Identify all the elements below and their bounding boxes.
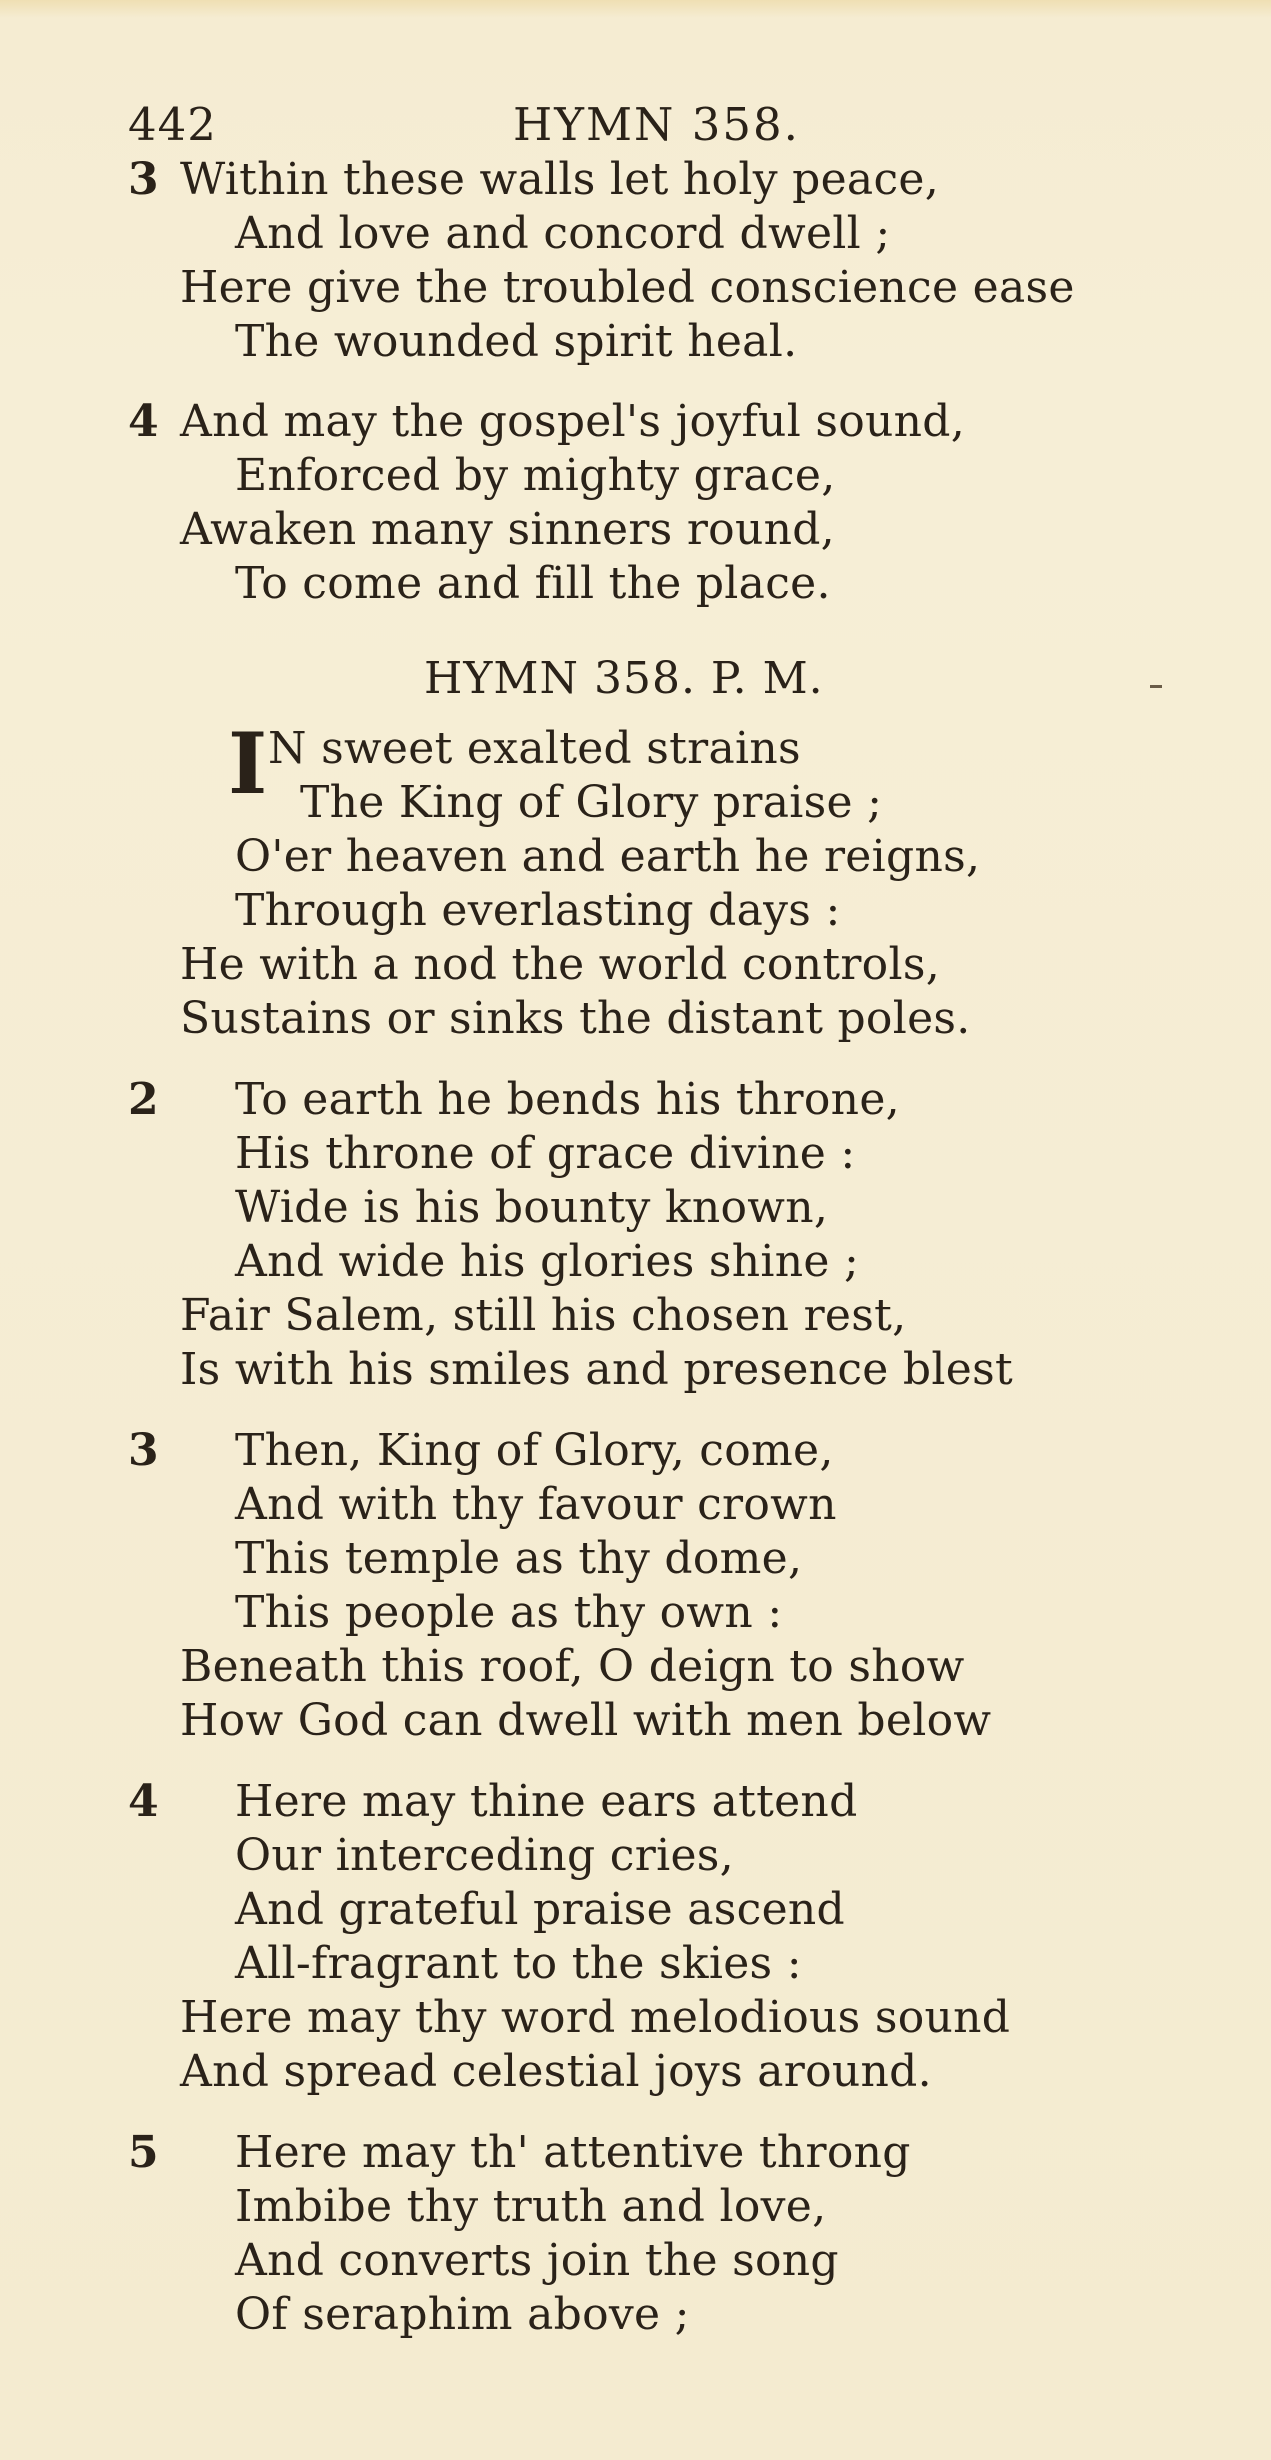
verse-line: Here may th' attentive throng [235,2127,911,2178]
verse-line: How God can dwell with men below [180,1695,992,1746]
verse-line: Of seraphim above ; [235,2289,690,2340]
drop-cap: I [228,714,268,813]
verse-line: And spread celestial joys around. [180,2046,932,2097]
verse-line: N sweet exalted strains [268,723,801,774]
verse-line: The wounded spirit heal. [235,316,798,367]
hymn-heading: HYMN 358. P. M. [424,653,824,704]
verse-line: Here may thy word melodious sound [180,1992,1011,2043]
stanza-number: 3 [128,154,159,205]
verse-line: And love and concord dwell ; [235,208,891,259]
verse-line: And may the gospel's joyful sound, [180,396,966,447]
stanza-number: 4 [128,1776,159,1827]
verse-line: Here may thine ears attend [235,1776,858,1827]
verse-line: And with thy favour crown [235,1479,837,1530]
verse-line: Sustains or sinks the distant poles. [180,993,971,1044]
verse-line: Our interceding cries, [235,1830,734,1881]
verse-line: Fair Salem, still his chosen rest, [180,1290,907,1341]
verse-line: This people as thy own : [235,1587,783,1638]
verse-line: Enforced by mighty grace, [235,450,836,501]
margin-mark [1150,685,1162,688]
verse-line: And converts join the song [235,2235,839,2286]
verse-line: This temple as thy dome, [235,1533,803,1584]
verse-line: Then, King of Glory, come, [235,1425,834,1476]
verse-line: Within these walls let holy peace, [180,154,940,205]
stanza-number: 3 [128,1425,159,1476]
verse-line: Is with his smiles and presence blest [180,1344,1013,1395]
page-number: 442 [128,98,217,151]
verse-line: O'er heaven and earth he reigns, [235,831,981,882]
verse-line: All-fragrant to the skies : [235,1938,802,1989]
running-head [128,98,828,158]
verse-line: And grateful praise ascend [235,1884,846,1935]
verse-line: Awaken many sinners round, [180,504,835,555]
verse-line: The King of Glory praise ; [300,777,883,828]
verse-line: To come and fill the place. [235,558,831,609]
verse-line: And wide his glories shine ; [235,1236,860,1287]
running-title: HYMN 358. [513,98,800,151]
verse-line: Here give the troubled conscience ease [180,262,1075,313]
stanza-number: 4 [128,396,159,447]
verse-line: To earth he bends his throne, [235,1074,900,1125]
verse-line: His throne of grace divine : [235,1128,856,1179]
stanza-number: 5 [128,2127,159,2178]
verse-line: Wide is his bounty known, [235,1182,829,1233]
verse-line: Imbibe thy truth and love, [235,2181,827,2232]
verse-line: He with a nod the world controls, [180,939,941,990]
verse-line: Beneath this roof, O deign to show [180,1641,965,1692]
stanza-number: 2 [128,1074,159,1125]
verse-line: Through everlasting days : [235,885,841,936]
